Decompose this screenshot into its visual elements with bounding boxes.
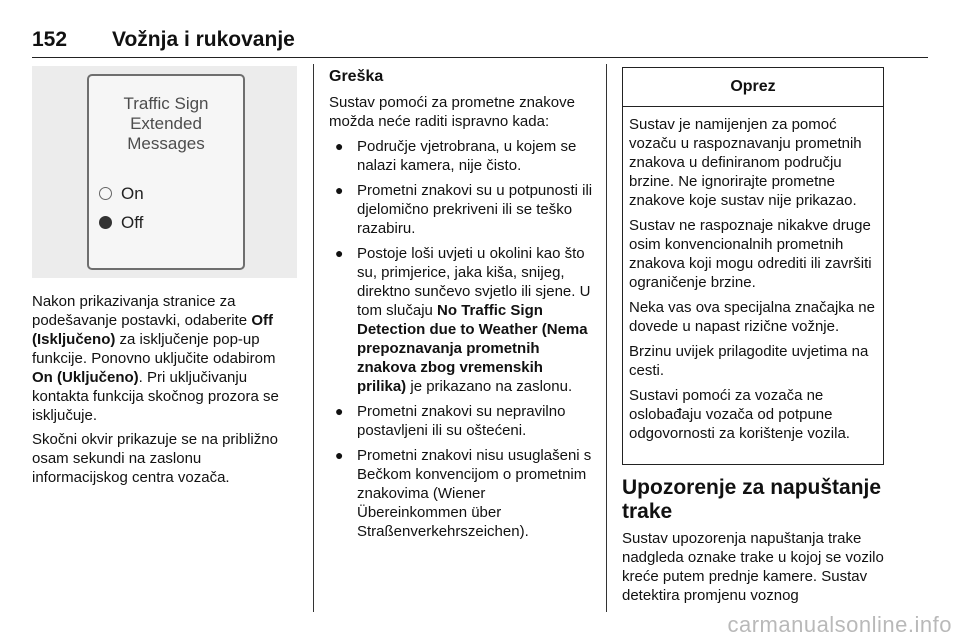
text-run: Nakon prikazivanja stranice za podešavanje postavki, odaberite [32, 293, 252, 329]
list-item [329, 446, 594, 541]
display-illustration [32, 66, 297, 278]
text-run: za isključenje pop-up funkcije. Ponovno uključite odabirom [32, 331, 276, 367]
caution-box [622, 67, 884, 465]
bullet-icon: ● [335, 403, 344, 419]
bullet-icon: ● [335, 447, 344, 463]
radio-unselected-icon [99, 187, 112, 200]
list-item [329, 244, 594, 396]
paragraph: Skočni okvir prikazuje se na približno osam sekundi na zaslonu informacijskog centra vozača. [32, 431, 278, 486]
option-label: Off [121, 213, 144, 232]
list-item-text: Prometni znakovi su u potpunosti ili djelomično prekriveni ili se teško razabiru. [357, 182, 593, 237]
list-item [329, 402, 594, 440]
paragraph: Brzinu uvijek prilagodite uvjetima na cesti. [629, 343, 869, 379]
text-run: . Pri uključivanju kontakta funkcija skočnog prozora se isključuje. [32, 369, 279, 424]
screen-title-line: Extended [130, 114, 202, 133]
page-title: Vožnja i rukovanje [112, 28, 295, 51]
paragraph: Neka vas ova specijalna značajka ne dovede u napast rizične vožnje. [629, 299, 875, 335]
paragraph [32, 292, 300, 425]
paragraph: Sustavi pomoći za vozača ne oslobađaju vozača od potpune odgovornosti za korištenje vozila. [629, 387, 850, 442]
section-heading: Upozorenje za napuštanje trake [622, 476, 882, 523]
bold-text: Off (Isključeno) [32, 312, 273, 348]
bullet-list [329, 137, 594, 541]
list-item-text: je prikazano na zaslonu. [406, 378, 573, 395]
bold-text: No Traffic Sign Detection due to Weather (Nema prepoznavanja prometnih znakova zbog vremenskih prilika) [357, 302, 588, 395]
bullet-icon: ● [335, 138, 344, 154]
option-label: On [121, 184, 144, 203]
list-item [329, 137, 594, 175]
option-on [99, 184, 144, 204]
column-divider-1 [313, 64, 314, 612]
bullet-icon: ● [335, 182, 344, 198]
paragraph: Sustav pomoći za prometne znakove možda neće raditi ispravno kada: [329, 94, 575, 130]
header-rule [32, 57, 928, 58]
screen-title-line: Traffic Sign [123, 94, 209, 113]
caution-body [623, 107, 883, 443]
screen-title-line: Messages [127, 134, 205, 153]
bold-text: On (Uključeno) [32, 369, 139, 386]
option-off [99, 213, 143, 233]
list-item-text: Postoje loši uvjeti u okolini kao što su, primjerice, jaka kiša, snijeg, direktno sunčevo svjetlo ili sjene. U tom slučaju [357, 245, 591, 319]
list-item-text: Prometni znakovi nisu usuglašeni s Bečkom konvencijom o prometnim znakovima (Wiener Übereinkommen über Straßenverkehrszeichen). [357, 447, 592, 540]
paragraph: Sustav ne raspoznaje nikakve druge osim konvencionalnih prometnih znakova koji mogu odrediti ili završiti ograničenje brzine. [629, 217, 872, 291]
paragraph: Sustav je namijenjen za pomoć vozaču u raspoznavanju prometnih znakova u definiranom području brzine. Ne ignorirajte prometne znakove koje sustav nije prikazao. [629, 116, 862, 209]
column-2-text [329, 67, 594, 547]
column-divider-2 [606, 64, 607, 612]
list-item [329, 181, 594, 238]
lane-departure-section [622, 476, 888, 605]
column-1-text [32, 292, 300, 492]
page-header [32, 28, 928, 56]
list-item-text: Područje vjetrobrana, u kojem se nalazi kamera, nije čisto. [357, 138, 577, 174]
list-item-text: Prometni znakovi su nepravilno postavljeni ili su oštećeni. [357, 403, 566, 439]
watermark: carmanualsonline.info [727, 612, 952, 637]
display-screen [87, 74, 245, 270]
paragraph: Sustav upozorenja napuštanja trake nadgleda oznake trake u kojoj se vozilo kreće putem prednje kamere. Sustav detektira promjenu voznog [622, 530, 884, 604]
caution-title: Oprez [623, 68, 883, 107]
section-heading: Greška [329, 68, 384, 85]
screen-title [89, 94, 243, 154]
bullet-icon: ● [335, 245, 344, 261]
radio-selected-icon [99, 216, 112, 229]
page-number: 152 [32, 28, 68, 51]
